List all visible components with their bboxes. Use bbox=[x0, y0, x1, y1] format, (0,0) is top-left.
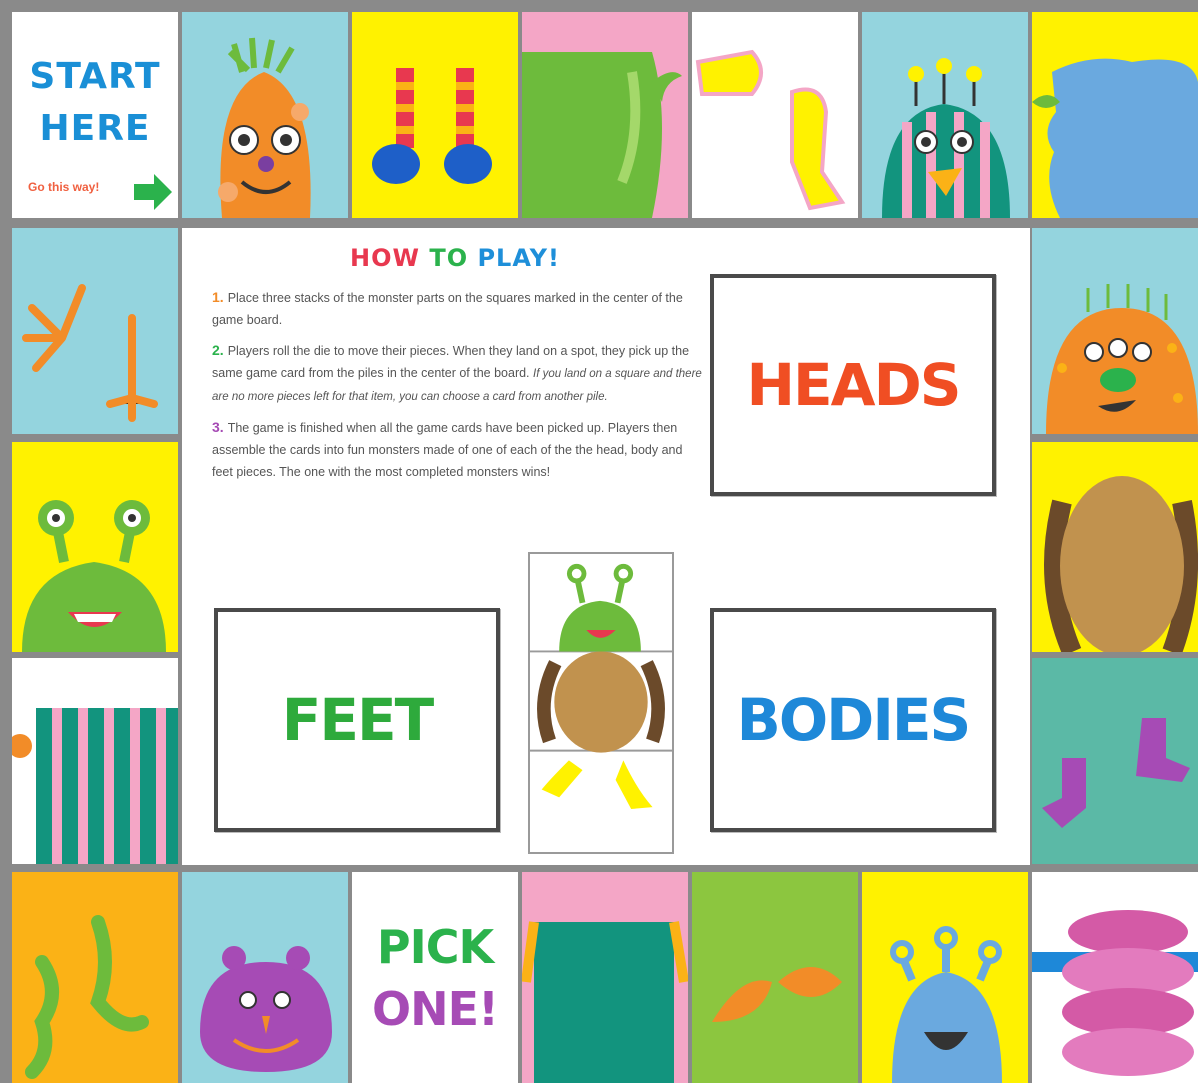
title-word-2: TO bbox=[429, 244, 469, 272]
green-arrow-icon bbox=[12, 12, 178, 218]
board-square-striped-monster[interactable] bbox=[862, 12, 1028, 218]
blue-body-icon bbox=[1032, 12, 1198, 218]
board-square-blue-monster[interactable] bbox=[862, 872, 1028, 1083]
purple-feet-icon bbox=[1032, 658, 1198, 864]
feet-pile[interactable] bbox=[214, 608, 500, 832]
rule-3-text: The game is finished when all the game cards have been picked up. Players then assemble the cards into fun monsters made of one of each of the the head, body and feet pieces. The one with the most completed monsters wins! bbox=[212, 421, 683, 479]
rule-2-text: Players roll the die to move their pieces. When they land on a spot, they pick up the same game card from the piles in the center of the board. bbox=[212, 344, 690, 380]
board-square-striped-body[interactable] bbox=[12, 658, 178, 864]
rule-3-number: 3. bbox=[212, 419, 224, 435]
board-square-striped-legs[interactable] bbox=[352, 12, 518, 218]
board-square-green-feet[interactable] bbox=[12, 872, 178, 1083]
board-square-green-body[interactable] bbox=[522, 12, 688, 218]
board-square-orange-monster-head[interactable] bbox=[182, 12, 348, 218]
feet-label: FEET bbox=[281, 686, 433, 754]
spotted-monster-icon bbox=[1032, 228, 1198, 434]
orange-monster-head-icon bbox=[182, 12, 348, 218]
striped-monster-icon bbox=[862, 12, 1028, 218]
green-feet-icon bbox=[12, 872, 178, 1083]
rule-2 bbox=[212, 339, 702, 408]
green-body-icon bbox=[522, 12, 688, 218]
purple-monster-icon bbox=[182, 872, 348, 1083]
board-square-teal-body[interactable] bbox=[522, 872, 688, 1083]
center-panel bbox=[182, 228, 1030, 865]
board-square-purple-feet[interactable] bbox=[1032, 658, 1198, 864]
heads-label: HEADS bbox=[746, 351, 960, 419]
start-square[interactable] bbox=[12, 12, 178, 218]
start-line-1: START bbox=[29, 56, 161, 97]
rule-1-number: 1. bbox=[212, 289, 224, 305]
striped-legs-icon bbox=[352, 12, 518, 218]
pink-layers-icon bbox=[1032, 872, 1198, 1083]
board-square-purple-monster[interactable] bbox=[182, 872, 348, 1083]
heads-pile[interactable] bbox=[710, 274, 996, 496]
rule-2-note: If you land on a square and there are no more pieces left for that item, you can choose a card from another pile. bbox=[212, 368, 702, 403]
bodies-label: BODIES bbox=[736, 686, 970, 754]
rule-2-number: 2. bbox=[212, 342, 224, 358]
go-this-way-label: Go this way! bbox=[28, 180, 100, 194]
board-square-blue-body[interactable] bbox=[1032, 12, 1198, 218]
pick-one-square[interactable] bbox=[352, 872, 518, 1083]
board-square-yellow-feet[interactable] bbox=[692, 12, 858, 218]
title-word-1: HOW bbox=[350, 244, 420, 272]
pick-line-2: ONE! bbox=[371, 982, 498, 1036]
board-square-spotted-monster[interactable] bbox=[1032, 228, 1198, 434]
yellow-feet-icon bbox=[692, 12, 858, 218]
bodies-pile[interactable] bbox=[710, 608, 996, 832]
green-monster-icon bbox=[12, 442, 178, 652]
board-square-pink-layers[interactable] bbox=[1032, 872, 1198, 1083]
board-square-orange-fins[interactable] bbox=[692, 872, 858, 1083]
sample-monster-cards bbox=[528, 552, 674, 854]
board-square-green-monster[interactable] bbox=[12, 442, 178, 652]
board-square-brown-body[interactable] bbox=[1032, 442, 1198, 652]
start-line-2: HERE bbox=[39, 108, 151, 149]
how-to-play-title bbox=[350, 244, 560, 272]
orange-fins-icon bbox=[692, 872, 858, 1083]
blue-monster-icon bbox=[862, 872, 1028, 1083]
rules-text bbox=[212, 286, 702, 491]
brown-body-icon bbox=[1032, 442, 1198, 652]
rule-3 bbox=[212, 416, 702, 483]
pick-line-1: PICK bbox=[376, 920, 494, 974]
striped-body-icon bbox=[12, 658, 178, 864]
orange-feet-icon bbox=[12, 228, 178, 434]
rule-1 bbox=[212, 286, 702, 331]
rule-1-text: Place three stacks of the monster parts on the squares marked in the center of the game board. bbox=[212, 291, 683, 327]
teal-body-icon bbox=[522, 872, 688, 1083]
board-square-orange-feet[interactable] bbox=[12, 228, 178, 434]
sample-monster-icon bbox=[530, 554, 672, 852]
title-word-3: PLAY! bbox=[477, 244, 560, 272]
